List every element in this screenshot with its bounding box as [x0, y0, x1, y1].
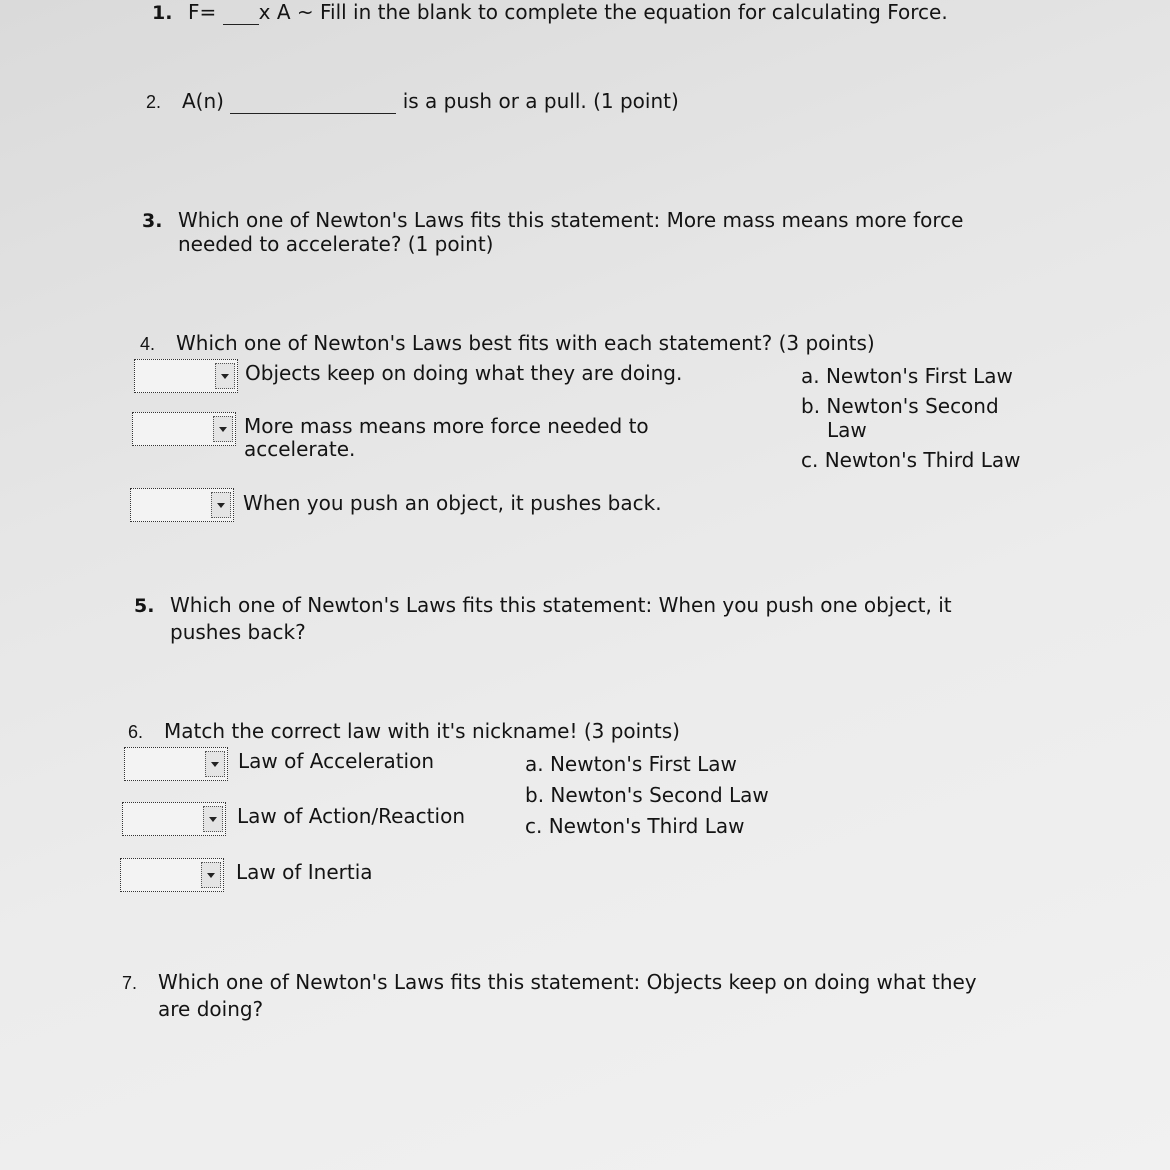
question-6 — [128, 719, 680, 744]
question-6-prompt: Match the correct law with it's nickname! (3 points) — [164, 719, 680, 743]
question-2-blank[interactable] — [230, 95, 396, 114]
question-4-dropdown-1[interactable] — [134, 359, 238, 393]
question-6-statement-2 — [237, 805, 465, 828]
question-4-statement-2-line-2: accelerate. — [244, 437, 356, 461]
question-3-line-2: needed to accelerate? (1 point) — [178, 232, 494, 256]
question-4-statement-3 — [243, 492, 662, 515]
question-2-number: 2. — [146, 92, 162, 112]
question-3-number: 3. — [142, 210, 163, 232]
chevron-down-icon[interactable] — [213, 416, 233, 442]
question-1-blank[interactable] — [223, 6, 259, 25]
question-1 — [152, 0, 948, 25]
question-4-option-c-text: c. Newton's Third Law — [801, 448, 1021, 472]
question-7-line-1: Which one of Newton's Laws fits this statement: Objects keep on doing what they — [158, 970, 977, 994]
question-4-statement-3-text: When you push an object, it pushes back. — [243, 491, 662, 515]
question-4-statement-1 — [245, 362, 682, 385]
question-4-statement-1-text: Objects keep on doing what they are doing. — [245, 361, 683, 385]
question-7 — [122, 970, 977, 995]
question-6-option-c-text: c. Newton's Third Law — [525, 814, 745, 838]
question-4-option-a-text: a. Newton's First Law — [801, 364, 1013, 388]
question-6-statement-3 — [236, 861, 373, 884]
question-6-option-c — [525, 814, 745, 838]
question-4-option-b-line-1: b. Newton's Second — [801, 394, 999, 418]
question-5-line-2: pushes back? — [170, 620, 306, 644]
question-7-line-2: are doing? — [158, 997, 264, 1021]
question-2-prefix: A(n) — [182, 89, 224, 113]
question-3 — [142, 208, 963, 233]
chevron-down-icon[interactable] — [201, 862, 221, 888]
question-6-number: 6. — [128, 722, 144, 742]
question-3-line-1: Which one of Newton's Laws fits this statement: More mass means more force — [178, 208, 964, 232]
chevron-down-icon[interactable] — [211, 492, 231, 518]
question-4-dropdown-2[interactable] — [132, 412, 236, 446]
chevron-down-icon[interactable] — [203, 806, 223, 832]
question-1-text: x A ~ Fill in the blank to complete the equation for calculating Force. — [258, 0, 948, 24]
question-5-line-1: Which one of Newton's Laws fits this statement: When you push one object, it — [170, 593, 952, 617]
question-7-continued — [158, 997, 263, 1021]
question-6-statement-2-text: Law of Action/Reaction — [237, 804, 465, 828]
question-6-statement-3-text: Law of Inertia — [236, 860, 373, 884]
question-4-number: 4. — [140, 334, 156, 354]
question-7-number: 7. — [122, 973, 138, 993]
question-2-text: is a push or a pull. (1 point) — [402, 89, 679, 113]
question-3-continued — [178, 232, 493, 256]
question-6-option-a-text: a. Newton's First Law — [525, 752, 737, 776]
question-6-option-b — [525, 783, 769, 807]
question-6-dropdown-1[interactable] — [124, 747, 228, 781]
question-4-option-b-line-2: Law — [827, 418, 867, 442]
question-1-number: 1. — [152, 2, 173, 24]
question-4-statement-2 — [244, 415, 649, 461]
question-4-dropdown-3[interactable] — [130, 488, 234, 522]
question-6-option-a — [525, 752, 737, 776]
question-6-statement-1 — [238, 750, 434, 773]
question-5-continued — [170, 620, 306, 644]
question-4 — [140, 331, 875, 356]
question-4-option-b — [801, 394, 999, 442]
question-4-option-a — [801, 364, 1013, 388]
question-6-option-b-text: b. Newton's Second Law — [525, 783, 769, 807]
question-1-prefix: F= — [188, 0, 217, 24]
question-2 — [146, 89, 679, 114]
question-4-option-c — [801, 448, 1021, 472]
question-5-number: 5. — [134, 595, 155, 617]
question-4-statement-2-line-1: More mass means more force needed to — [244, 414, 649, 438]
question-6-dropdown-3[interactable] — [120, 858, 224, 892]
question-6-statement-1-text: Law of Acceleration — [238, 749, 435, 773]
chevron-down-icon[interactable] — [205, 751, 225, 777]
chevron-down-icon[interactable] — [215, 363, 235, 389]
question-5 — [134, 593, 952, 618]
question-6-dropdown-2[interactable] — [122, 802, 226, 836]
question-4-prompt: Which one of Newton's Laws best fits with each statement? (3 points) — [176, 331, 875, 355]
